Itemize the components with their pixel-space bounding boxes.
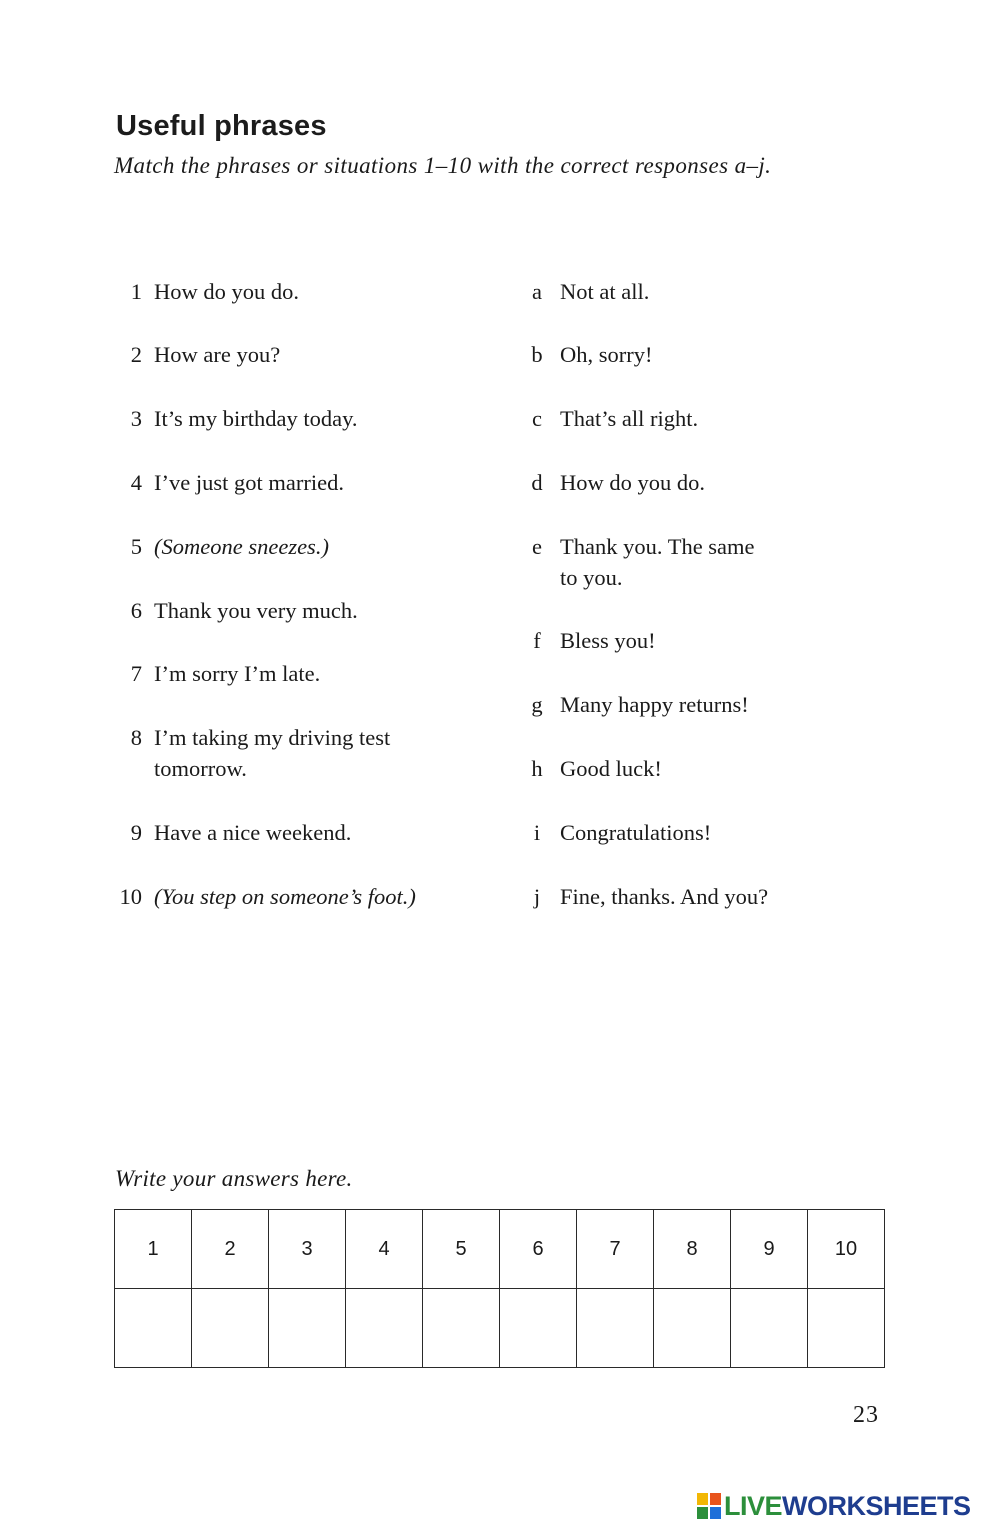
logo-text-worksheets: WORKSHEETS: [782, 1490, 971, 1521]
answer-grid-number-cell: 2: [192, 1210, 269, 1289]
liveworksheets-logo: [697, 1490, 971, 1522]
answer-input-cell[interactable]: [577, 1289, 654, 1368]
answer-grid-number-cell: 3: [269, 1210, 346, 1289]
phrase-number: 9: [130, 820, 142, 845]
answers-label: Write your answers here.: [115, 1166, 353, 1191]
phrase-text: (Someone sneezes.): [154, 534, 329, 559]
response-text: That’s all right.: [560, 406, 699, 431]
response-letter: h: [531, 756, 543, 781]
response-item: [532, 276, 650, 307]
phrase-text: Have a nice weekend.: [154, 820, 352, 845]
response-letter: i: [533, 820, 541, 845]
answer-input-cell[interactable]: [423, 1289, 500, 1368]
answer-grid-number-cell: 1: [115, 1210, 192, 1289]
phrase-number: 8: [130, 725, 142, 750]
phrase-text: Thank you very much.: [154, 598, 358, 623]
phrase-number: 10: [119, 884, 142, 909]
phrase-text: How are you?: [154, 342, 281, 367]
liveworksheets-logo-icon: [697, 1493, 721, 1519]
instructions: Match the phrases or situations 1–10 with the correct responses a–j.: [114, 153, 772, 178]
answer-input-cell[interactable]: [808, 1289, 885, 1368]
response-item: [531, 753, 662, 784]
answer-input-cell[interactable]: [192, 1289, 269, 1368]
response-letter: b: [531, 342, 543, 367]
answer-input-cell[interactable]: [500, 1289, 577, 1368]
answer-grid-number-cell: 7: [577, 1210, 654, 1289]
phrase-number: 2: [130, 342, 142, 367]
phrase-item: [130, 531, 329, 562]
response-item: [532, 531, 755, 593]
response-item: [531, 339, 653, 370]
answer-input-cell[interactable]: [654, 1289, 731, 1368]
logo-mark-square: [710, 1507, 721, 1519]
answer-grid-header-row: [115, 1210, 885, 1289]
response-text: Many happy returns!: [560, 692, 749, 717]
phrase-item: [130, 339, 281, 370]
answer-input-cell[interactable]: [269, 1289, 346, 1368]
phrase-item: [130, 658, 321, 689]
answer-grid-number-cell: 10: [808, 1210, 885, 1289]
response-item: [532, 403, 699, 434]
phrase-number: 1: [130, 279, 142, 304]
response-item: [531, 467, 705, 498]
phrase-item: [130, 595, 358, 626]
response-letter: a: [532, 279, 542, 304]
response-item: [533, 817, 712, 848]
response-text: Good luck!: [560, 756, 662, 781]
answer-grid-answer-row: [115, 1289, 885, 1368]
answer-grid-number-cell: 4: [346, 1210, 423, 1289]
response-letter: f: [533, 628, 541, 653]
answer-input-cell[interactable]: [346, 1289, 423, 1368]
response-letter: g: [531, 692, 543, 717]
response-letter: e: [532, 534, 542, 559]
response-text: Not at all.: [560, 279, 650, 304]
logo-mark-square: [697, 1493, 708, 1505]
phrase-item: [130, 467, 344, 498]
response-item: [531, 689, 749, 720]
phrase-number: 5: [130, 534, 142, 559]
phrase-item: [130, 276, 299, 307]
response-letter: j: [533, 884, 541, 909]
phrase-number: 3: [130, 406, 142, 431]
answer-input-cell[interactable]: [115, 1289, 192, 1368]
answer-grid-number-cell: 8: [654, 1210, 731, 1289]
response-text: Fine, thanks. And you?: [560, 884, 769, 909]
phrase-text: I’ve just got married.: [154, 470, 344, 495]
phrase-text: I’m sorry I’m late.: [154, 661, 321, 686]
phrase-text: I’m taking my driving test tomorrow.: [154, 725, 391, 781]
phrase-text: How do you do.: [154, 279, 299, 304]
phrase-number: 6: [130, 598, 142, 623]
phrase-number: 7: [130, 661, 142, 686]
answer-grid-number-cell: 6: [500, 1210, 577, 1289]
phrase-item: [119, 881, 416, 912]
response-item: [533, 625, 656, 656]
phrase-number: 4: [130, 470, 142, 495]
page-number: 23: [853, 1402, 879, 1428]
phrase-item: [130, 403, 358, 434]
page-heading: Useful phrases: [116, 110, 327, 142]
response-text: Oh, sorry!: [560, 342, 653, 367]
response-item: [533, 881, 769, 912]
answer-grid-number-cell: 5: [423, 1210, 500, 1289]
phrase-text: It’s my birthday today.: [154, 406, 358, 431]
answer-grid-number-cell: 9: [731, 1210, 808, 1289]
phrase-text: (You step on someone’s foot.): [154, 884, 416, 909]
answer-grid: [114, 1209, 885, 1368]
phrase-item: [130, 817, 352, 848]
response-letter: d: [531, 470, 543, 495]
response-letter: c: [532, 406, 542, 431]
logo-text-live: LIVE: [724, 1490, 783, 1521]
response-text: Thank you. The same to you.: [560, 534, 755, 590]
liveworksheets-logo-text: [724, 1491, 971, 1522]
logo-mark-square: [697, 1507, 708, 1519]
phrase-item: [130, 722, 391, 784]
response-text: Congratulations!: [560, 820, 712, 845]
response-text: How do you do.: [560, 470, 705, 495]
logo-mark-square: [710, 1493, 721, 1505]
answer-input-cell[interactable]: [731, 1289, 808, 1368]
response-text: Bless you!: [560, 628, 656, 653]
